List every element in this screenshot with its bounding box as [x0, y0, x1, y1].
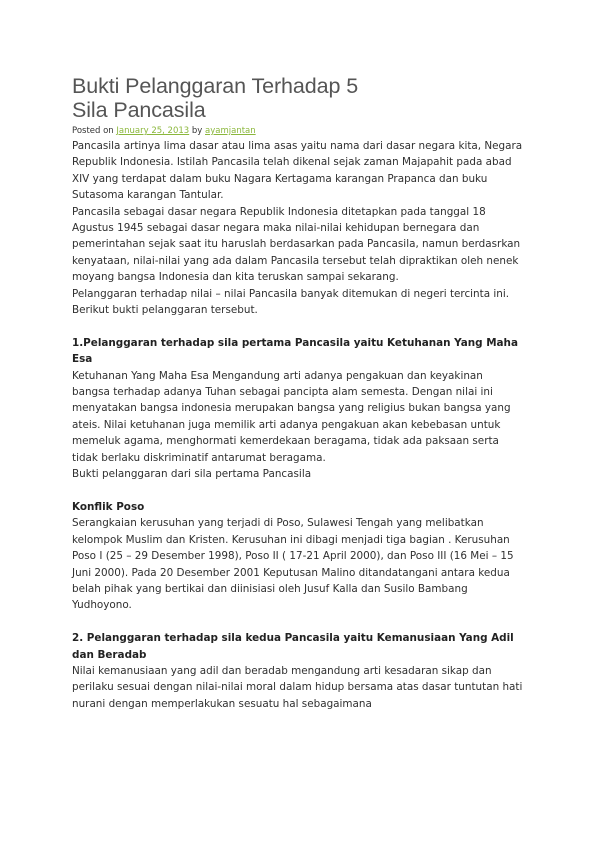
section-paragraph: Ketuhanan Yang Maha Esa Mengandung arti adanya pengakuan dan keyakinan bangsa terhadap adanya Tuhan sebagai pancipta alam semesta. Dengan nilai ini menyatakan bangsa indonesia merupakan bangsa yang religius bukan bangsa yang ateis. Nilai ketuhanan juga memilik arti adanya pengakuan akan kebebasan untuk memeluk agama, menghormati kemerdekaan beragama, tidak ada paksaan serta tidak berlaku diskriminatif antarumat beragama. [72, 369, 511, 464]
author-link[interactable]: ayamjantan [205, 126, 256, 136]
section-heading: 2. Pelanggaran terhadap sila kedua Pancasila yaitu Kemanusiaan Yang Adil dan Beradab [72, 632, 514, 661]
by-label: by [191, 126, 203, 136]
post-meta [72, 126, 256, 137]
post-body [72, 138, 524, 712]
section-heading: 1.Pelanggaran terhadap sila pertama Pancasila yaitu Ketuhanan Yang Maha Esa [72, 336, 518, 366]
intro-paragraph: Pancasila artinya lima dasar atau lima asas yaitu nama dari dasar negara kita, Negara Republik Indonesia. Istilah Pancasila telah dikenal sejak zaman Majapahit pada abad XIV yang terdapat dalam buku Nagara Kertagama karangan Prapanca dan buku Sutasoma karangan Tantular. [72, 140, 523, 202]
subsection-heading: Konflik Poso [72, 500, 145, 513]
intro-paragraph: Pelanggaran terhadap nilai – nilai Pancasila banyak ditemukan di negeri tercinta ini. Berikut bukti pelanggaran tersebut. [72, 287, 510, 317]
posted-on-label: Posted on [72, 126, 114, 136]
section-paragraph: Nilai kemanusiaan yang adil dan beradab mengandung arti kesadaran sikap dan perilaku sesuai dengan nilai-nilai moral dalam hidup bersama atas dasar tuntutan hati nurani dengan memperlakukan sesuatu hal sebagaimana [72, 664, 523, 710]
section-paragraph: Serangkaian kerusuhan yang terjadi di Poso, Sulawesi Tengah yang melibatkan kelompok Muslim dan Kristen. Kerusuhan ini dibagi menjadi tiga bagian . Kerusuhan Poso I (25 – 29 Desember 1998), Poso II ( 17-21 April 2000), dan Poso III (16 Mei – 15 Juni 2000). Pada 20 Desember 2001 Keputusan Malino ditandatangani antara kedua belah pihak yang bertikai dan diinisiasi oleh Jusuf Kalla dan Susilo Bambang Yudhoyono. [72, 517, 514, 612]
intro-paragraph: Pancasila sebagai dasar negara Republik Indonesia ditetapkan pada tanggal 18 Agustus 1945 sebagai dasar negara maka nilai-nilai kehidupan bernegara dan pemerintahan sejak saat itu haruslah berdasarkan pada Pancasila, namun berdasrkan kenyataan, nilai-nilai yang ada dalam Pancasila tersebut telah dipraktikan oleh nenek moyang bangsa Indonesia dan kita teruskan sampai sekarang. [72, 205, 521, 284]
section-paragraph: Bukti pelanggaran dari sila pertama Pancasila [72, 468, 312, 481]
post-title: Bukti Pelanggaran Terhadap 5 Sila Pancasila [72, 74, 359, 122]
post-date-link[interactable]: January 25, 2013 [116, 126, 190, 136]
